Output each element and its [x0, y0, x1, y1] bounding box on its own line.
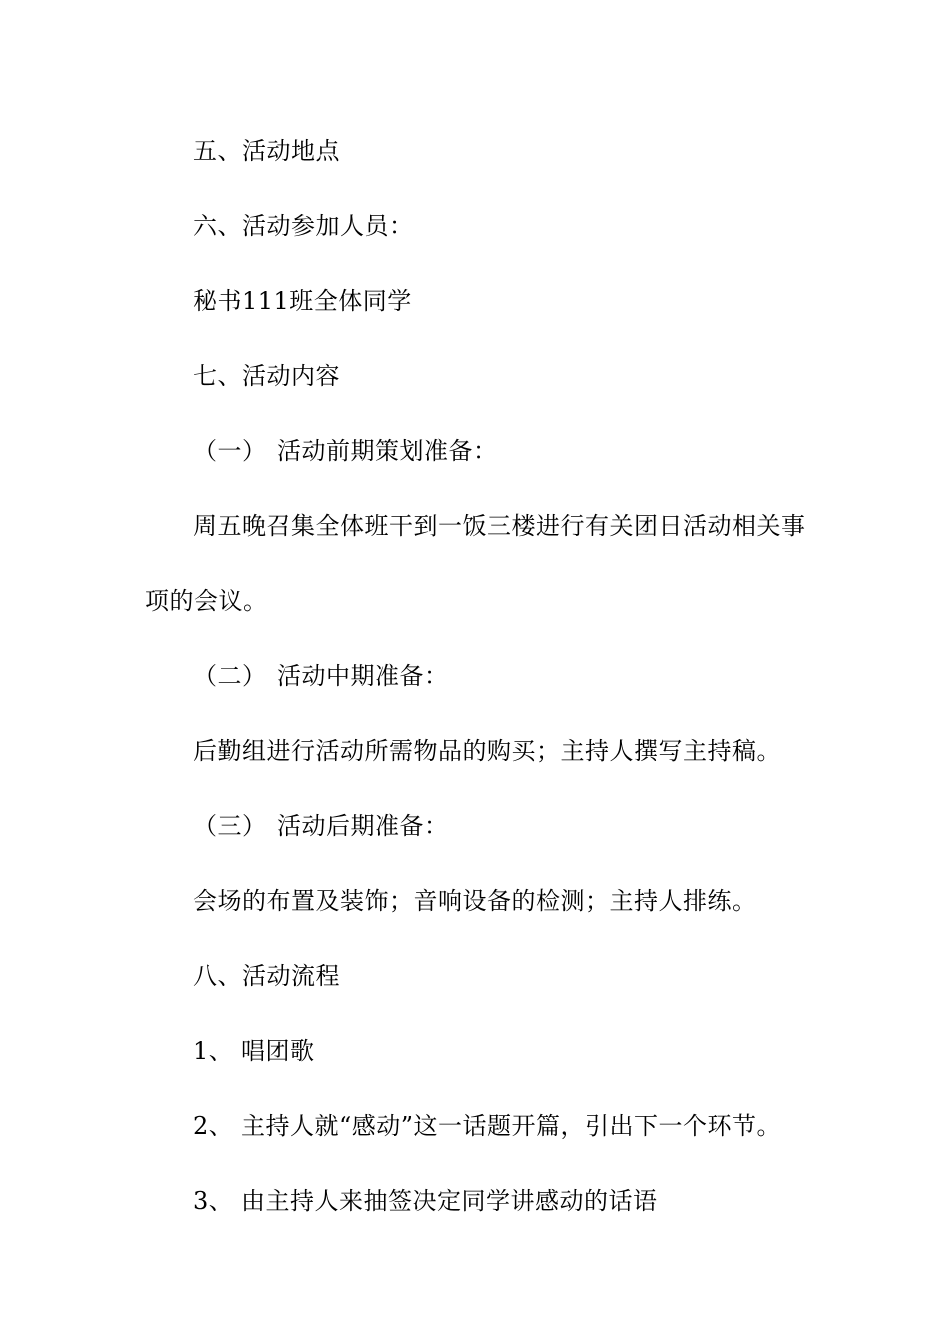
section-heading-location — [193, 137, 340, 165]
list-marker: 2、 — [193, 1112, 234, 1140]
list-marker: 1、 — [193, 1037, 234, 1065]
paragraph-participants — [193, 287, 412, 315]
heading-text: 五、活动地点 — [193, 137, 340, 165]
paragraph-meeting-line2 — [145, 587, 268, 615]
subheading-late-prep — [193, 812, 449, 840]
paragraph-text: 会场的布置及装饰；音响设备的检测；主持人排练。 — [193, 887, 757, 915]
list-item-2 — [193, 1112, 781, 1140]
paragraph-mid-prep — [193, 737, 781, 765]
paragraph-text: 后勤组进行活动所需物品的购买；主持人撰写主持稿。 — [193, 737, 781, 765]
subheading-text: 活动前期策划准备： — [277, 437, 498, 465]
list-item-text: 由主持人来抽签决定同学讲感动的话语 — [241, 1187, 658, 1215]
subheading-early-prep — [193, 437, 498, 465]
paragraph-late-prep — [193, 887, 757, 915]
section-heading-participants — [193, 212, 414, 240]
section-heading-content — [193, 362, 340, 390]
section-heading-process — [193, 962, 340, 990]
paragraph-text: 项的会议。 — [145, 587, 268, 615]
subheading-text: 活动中期准备： — [277, 662, 449, 690]
heading-text: 七、活动内容 — [193, 362, 340, 390]
list-marker: 3、 — [193, 1187, 234, 1215]
list-item-text: 唱团歌 — [241, 1037, 315, 1065]
list-marker: （一） — [193, 437, 267, 465]
heading-text: 八、活动流程 — [193, 962, 340, 990]
list-item-3 — [193, 1187, 658, 1215]
subheading-text: 活动后期准备： — [277, 812, 449, 840]
subheading-mid-prep — [193, 662, 449, 690]
list-marker: （三） — [193, 812, 267, 840]
paragraph-meeting-line1 — [193, 512, 806, 540]
heading-text: 六、活动参加人员： — [193, 212, 414, 240]
paragraph-text: 周五晚召集全体班干到一饭三楼进行有关团日活动相关事 — [193, 512, 806, 540]
paragraph-text: 秘书111班全体同学 — [193, 287, 412, 315]
list-marker: （二） — [193, 662, 267, 690]
list-item-text: 主持人就“感动”这一话题开篇，引出下一个环节。 — [241, 1112, 782, 1140]
list-item-1 — [193, 1037, 315, 1065]
